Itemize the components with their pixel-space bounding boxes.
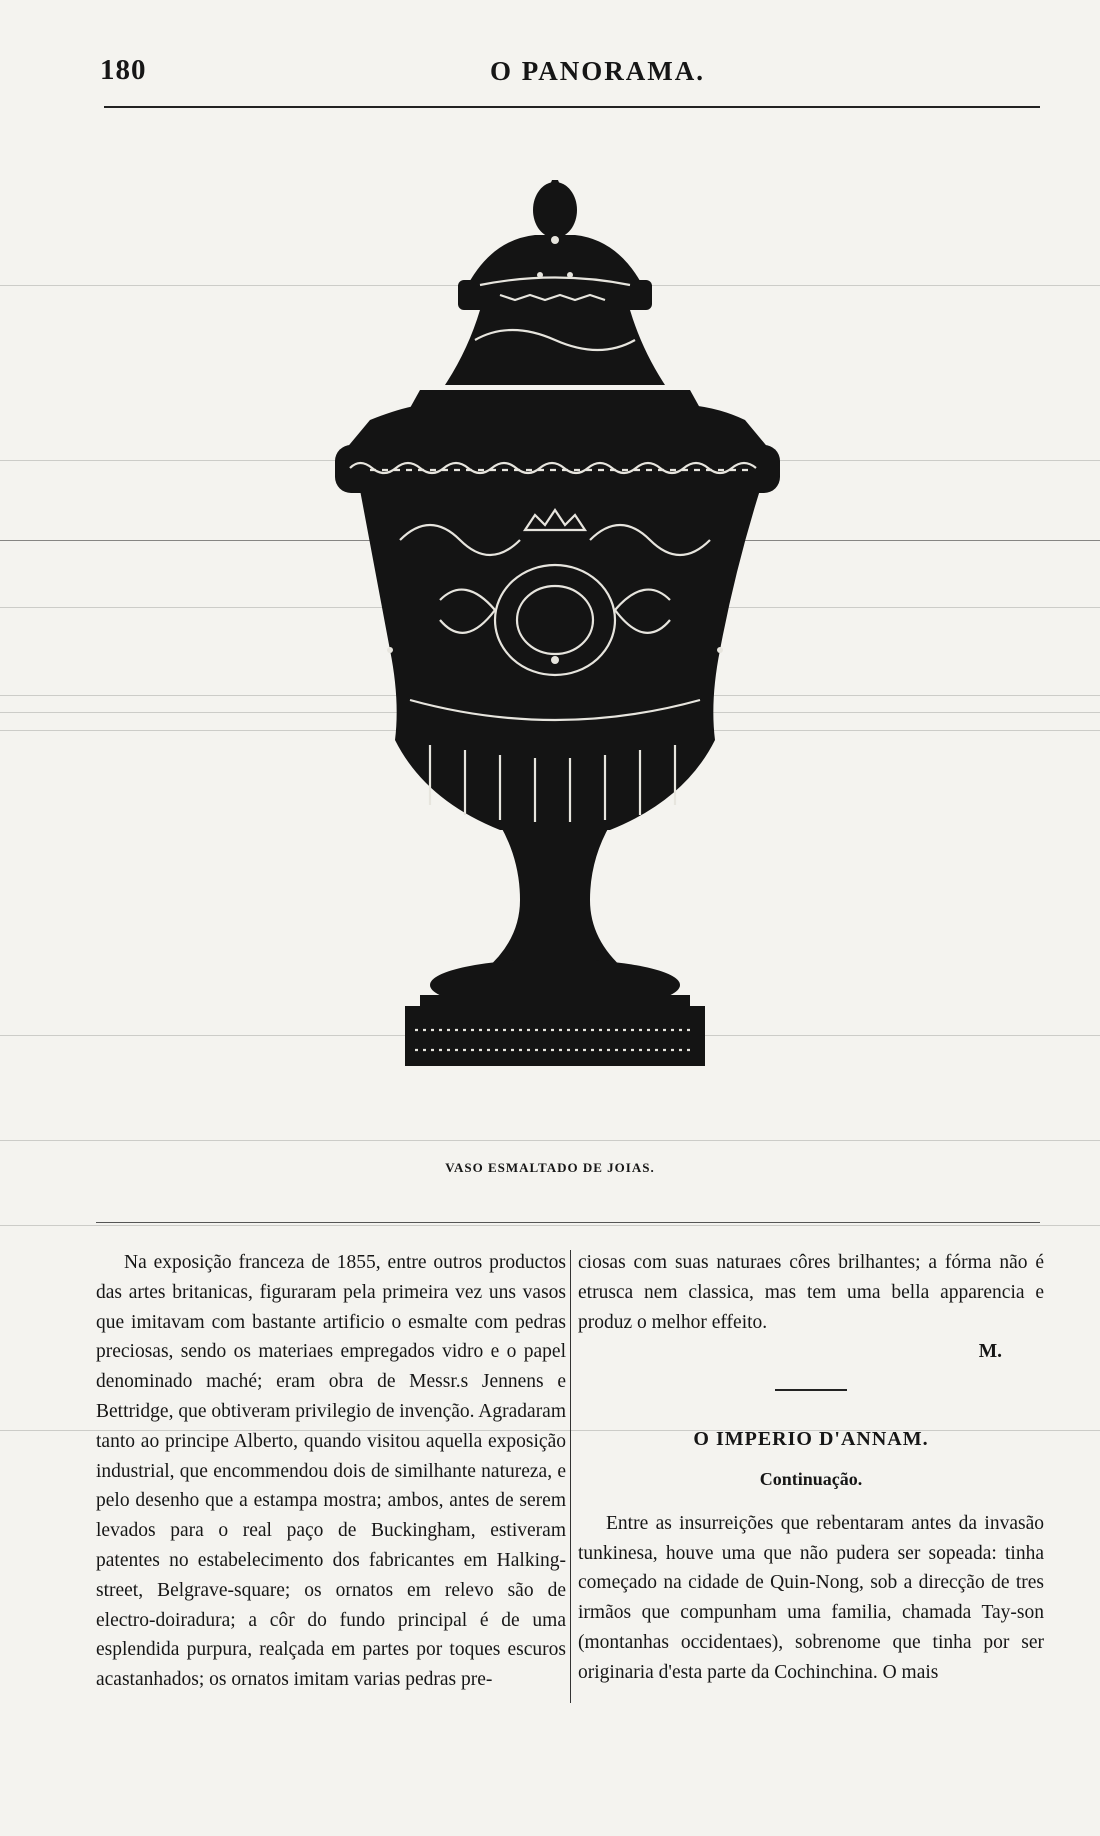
running-title: O PANORAMA. [490,56,705,86]
article-vase-paragraph: Na exposição franceza de 1855, entre outros productos das artes britanicas, figuraram pela primeira vez uns vasos que imitavam com bastante artificio o esmalte com pedras preciosas, sendo os materiaes empregados vidro e o papel denominado maché; eram obra de Messr.s Jennens e Bettridge, que obtiveram privilegio de invenção. Agradaram tanto ao principe Alberto, quando visitou aquella exposição industrial, que encommendou dois de similhante natureza, e pelo desenho que a estampa mostra; ambos, antes de serem levados para o real paço de Buckingham, estiveram patentes no estabelecimento dos fabricantes em Halking-street, Belgrave-square; os ornatos em relevo são de electro-doiradura; a côr do fundo principal é de uma esplendida purpura, realçada em partes por toques escuros acastanhados; os ornatos imitam varias pedras pre- [96,1252,567,1691]
section-separator [775,1389,847,1391]
page-header [100,54,1040,94]
enamelled-vase-illustration [290,180,830,1130]
right-column [578,1248,1044,1688]
left-column [96,1248,566,1695]
scan-streak [0,1140,1100,1141]
column-divider [570,1250,571,1703]
page-number: 180 [100,54,147,86]
section-title: O IMPERIO D'ANNAM. [693,1428,929,1451]
caption-rule [96,1222,1040,1223]
figure-caption: VASO ESMALTADO DE JOIAS. [445,1160,655,1175]
article-vase-continuation: ciosas com suas naturaes côres brilhantes; a fórma não é etrusca nem classica, mas tem uma bella apparencia e produz o melhor effeito. [578,1252,1044,1333]
author-signature: M. [978,1341,1002,1363]
header-rule [104,106,1040,108]
section-subtitle: Continuação. [759,1468,863,1489]
article-annam-paragraph: Entre as insurreições que rebentaram antes da invasão tunkinesa, houve uma que não pudera ser sopeada: tinha começado na cidade de Quin-Nong, sob a direcção de tres irmãos que compunham uma familia, chamada Tay-son (montanhas occidentaes), sobrenome que tinha por ser originaria d'esta parte da Cochinchina. O mais [578,1512,1044,1683]
scan-streak [0,1225,1100,1226]
